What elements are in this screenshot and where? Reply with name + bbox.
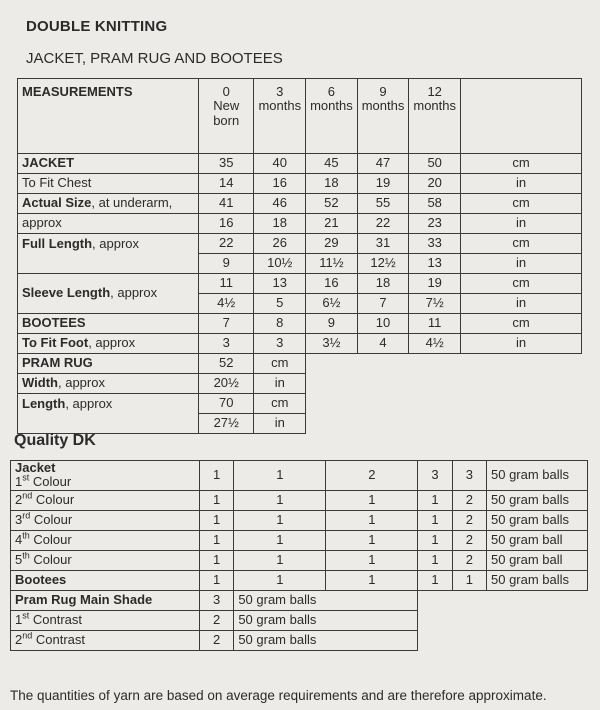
table-row — [18, 194, 582, 214]
table-row — [11, 510, 588, 530]
cell: 3 — [200, 590, 234, 610]
cell: 18 — [254, 214, 306, 234]
table-row — [18, 154, 582, 174]
empty-area — [306, 394, 582, 414]
cell: 1 — [234, 461, 326, 491]
table-row — [11, 630, 588, 650]
colour-label: 4th Colour — [11, 530, 200, 550]
cell: 3 — [418, 461, 452, 491]
cell: 12½ — [357, 254, 409, 274]
cell: 1 — [200, 510, 234, 530]
cell: 50 gram balls — [234, 630, 418, 650]
cell: 20 — [409, 174, 461, 194]
cell: 3 — [254, 334, 306, 354]
size-header: 12 months — [409, 79, 461, 154]
table-row — [18, 374, 582, 394]
cell: 1 — [200, 570, 234, 590]
cell: 4½ — [409, 334, 461, 354]
cell: 1 — [418, 550, 452, 570]
empty-area — [306, 354, 582, 374]
cell: 1 — [200, 490, 234, 510]
cell: 50 — [409, 154, 461, 174]
cell: 19 — [409, 274, 461, 294]
cell: 35 — [199, 154, 254, 174]
size-header: 6 months — [306, 79, 358, 154]
cell: 9 — [306, 314, 358, 334]
cell: 1 — [418, 570, 452, 590]
cell: 4½ — [199, 294, 254, 314]
cell: 50 gram balls — [487, 570, 588, 590]
cell: 29 — [306, 234, 358, 254]
unit-cell: cm — [461, 314, 582, 334]
pram-rug-title: PRAM RUG — [18, 354, 199, 374]
colour-label: 2nd Colour — [11, 490, 200, 510]
cell: 14 — [199, 174, 254, 194]
cell: 21 — [306, 214, 358, 234]
cell: 50 gram balls — [234, 610, 418, 630]
cell: 50 gram balls — [234, 590, 418, 610]
cell: 18 — [306, 174, 358, 194]
table-row — [18, 234, 582, 254]
table-row — [11, 530, 588, 550]
footnote: The quantities of yarn are based on average requirements and are therefore approximate. — [10, 688, 547, 703]
cell: 1 — [326, 510, 418, 530]
cell: 2 — [452, 490, 486, 510]
bootees-yarn-label: Bootees — [11, 570, 200, 590]
bootees-title: BOOTEES — [18, 314, 199, 334]
chest-label: To Fit Chest — [18, 174, 199, 194]
unit-cell: in — [461, 334, 582, 354]
cell: 1 — [326, 530, 418, 550]
cell: 20½ — [199, 374, 254, 394]
table-row — [18, 394, 582, 414]
cell: 1 — [326, 550, 418, 570]
cell: 1 — [234, 570, 326, 590]
unit-cell: cm — [461, 154, 582, 174]
table-row — [11, 550, 588, 570]
contrast-label: 2nd Contrast — [11, 630, 200, 650]
table-row — [18, 354, 582, 374]
cell: 2 — [452, 530, 486, 550]
cell: 40 — [254, 154, 306, 174]
cell: 1 — [326, 570, 418, 590]
cell: 16 — [306, 274, 358, 294]
cell: 18 — [357, 274, 409, 294]
table-row — [18, 334, 582, 354]
cell: 1 — [200, 550, 234, 570]
cell: 16 — [199, 214, 254, 234]
cell: 70 — [199, 394, 254, 414]
full-length-label: Full Length, approx — [18, 234, 199, 274]
cell: 2 — [452, 510, 486, 530]
cell: 1 — [452, 570, 486, 590]
cell: 50 gram balls — [487, 510, 588, 530]
unit-cell: cm — [254, 394, 306, 414]
cell: 2 — [200, 610, 234, 630]
table-row — [11, 570, 588, 590]
unit-cell: in — [254, 414, 306, 434]
colour-label: 3rd Colour — [11, 510, 200, 530]
empty-area — [418, 590, 588, 610]
actual-size-label-line2: approx — [18, 214, 199, 234]
cell: 27½ — [199, 414, 254, 434]
cell: 1 — [234, 510, 326, 530]
contrast-label: 1st Contrast — [11, 610, 200, 630]
pram-rug-yarn-label: Pram Rug Main Shade — [11, 590, 200, 610]
cell: 22 — [199, 234, 254, 254]
cell: 23 — [409, 214, 461, 234]
jacket-title: JACKET — [18, 154, 199, 174]
size-header: 0 New born — [199, 79, 254, 154]
unit-cell: in — [461, 214, 582, 234]
actual-size-label: Actual Size, at underarm, — [18, 194, 199, 214]
table-row — [18, 79, 582, 154]
cell: 22 — [357, 214, 409, 234]
foot-label: To Fit Foot, approx — [18, 334, 199, 354]
cell: 58 — [409, 194, 461, 214]
cell: 1 — [234, 550, 326, 570]
empty-area — [418, 630, 588, 650]
size-header: 3 months — [254, 79, 306, 154]
table-row — [11, 590, 588, 610]
unit-cell: in — [461, 294, 582, 314]
cell: 7 — [357, 294, 409, 314]
measurements-table — [17, 78, 582, 434]
yarn-quantity-table — [10, 460, 588, 651]
cell: 52 — [306, 194, 358, 214]
unit-cell: in — [461, 254, 582, 274]
cell: 10 — [357, 314, 409, 334]
cell: 10½ — [254, 254, 306, 274]
cell: 1 — [418, 530, 452, 550]
cell: 1 — [234, 530, 326, 550]
unit-cell: in — [461, 174, 582, 194]
table-row — [11, 490, 588, 510]
cell: 55 — [357, 194, 409, 214]
cell: 50 gram ball — [487, 550, 588, 570]
cell: 1 — [418, 510, 452, 530]
cell: 47 — [357, 154, 409, 174]
cell: 3 — [199, 334, 254, 354]
cell: 1 — [326, 490, 418, 510]
empty-area — [418, 610, 588, 630]
cell: 6½ — [306, 294, 358, 314]
cell: 4 — [357, 334, 409, 354]
table-row — [11, 610, 588, 630]
unit-cell: in — [254, 374, 306, 394]
jacket-colour-label: Jacket 1st Colour — [11, 461, 200, 491]
table-row — [18, 314, 582, 334]
empty-area — [306, 374, 582, 394]
cell: 33 — [409, 234, 461, 254]
cell: 1 — [200, 530, 234, 550]
cell: 3 — [452, 461, 486, 491]
cell: 13 — [254, 274, 306, 294]
table-row — [18, 214, 582, 234]
unit-cell: cm — [461, 194, 582, 214]
size-header: 9 months — [357, 79, 409, 154]
cell: 50 gram balls — [487, 461, 588, 491]
table-row — [18, 274, 582, 294]
cell: 1 — [200, 461, 234, 491]
quality-title: Quality DK — [14, 432, 96, 449]
cell: 50 gram ball — [487, 530, 588, 550]
unit-header — [461, 79, 582, 154]
table-row — [18, 174, 582, 194]
cell: 31 — [357, 234, 409, 254]
cell: 45 — [306, 154, 358, 174]
sleeve-length-label: Sleeve Length, approx — [18, 274, 199, 314]
cell: 2 — [452, 550, 486, 570]
cell: 11 — [409, 314, 461, 334]
empty-area — [306, 414, 582, 434]
cell: 8 — [254, 314, 306, 334]
cell: 3½ — [306, 334, 358, 354]
colour-label: 5th Colour — [11, 550, 200, 570]
cell: 9 — [199, 254, 254, 274]
cell: 11 — [199, 274, 254, 294]
cell: 41 — [199, 194, 254, 214]
width-label: Width, approx — [18, 374, 199, 394]
measurements-header: MEASUREMENTS — [18, 79, 199, 154]
cell: 26 — [254, 234, 306, 254]
cell: 2 — [326, 461, 418, 491]
cell: 13 — [409, 254, 461, 274]
cell: 50 gram balls — [487, 490, 588, 510]
page-subtitle: JACKET, PRAM RUG AND BOOTEES — [26, 50, 283, 67]
cell: 19 — [357, 174, 409, 194]
cell: 52 — [199, 354, 254, 374]
page-title: DOUBLE KNITTING — [26, 18, 168, 35]
cell: 7 — [199, 314, 254, 334]
cell: 1 — [234, 490, 326, 510]
rug-length-label: Length, approx — [18, 394, 199, 434]
cell: 1 — [418, 490, 452, 510]
cell: 2 — [200, 630, 234, 650]
cell: 16 — [254, 174, 306, 194]
cell: 5 — [254, 294, 306, 314]
unit-cell: cm — [461, 234, 582, 254]
unit-cell: cm — [254, 354, 306, 374]
cell: 11½ — [306, 254, 358, 274]
unit-cell: cm — [461, 274, 582, 294]
cell: 46 — [254, 194, 306, 214]
cell: 7½ — [409, 294, 461, 314]
